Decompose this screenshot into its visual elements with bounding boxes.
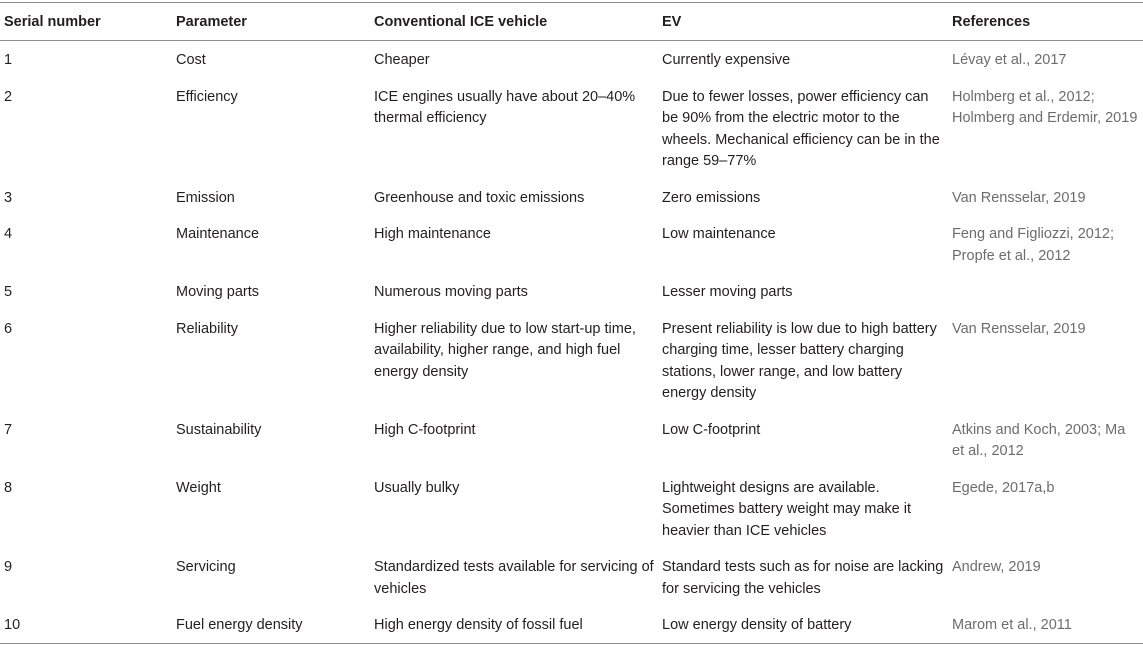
header-serial-number: Serial number <box>4 13 101 30</box>
cell-references: Andrew, 2019 <box>952 559 1041 575</box>
cell-ev: Low C-footprint <box>662 421 761 438</box>
cell-serial-number: 10 <box>4 617 21 633</box>
cell-ev: Due to fewer losses, power efficiency can be 90% from the electric motor to the wheels. Mechanical efficiency can be in the range 59–77% <box>662 88 940 169</box>
cell-references: Feng and Figliozzi, 2012; Propfe et al., 2012 <box>952 226 1115 264</box>
table-header <box>0 3 1143 41</box>
cell-ice-vehicle: Higher reliability due to low start-up time, availability, higher range, and high fuel energy density <box>374 320 636 380</box>
cell-references: Van Rensselar, 2019 <box>952 320 1086 337</box>
cell-parameter: Weight <box>176 479 221 496</box>
cell-serial-number: 5 <box>4 284 13 300</box>
table-row <box>0 215 1143 273</box>
header-references: References <box>952 13 1031 30</box>
cell-serial-number: 7 <box>4 421 13 438</box>
table-row <box>0 41 1143 78</box>
cell-parameter: Emission <box>176 189 235 206</box>
table-row <box>0 179 1143 216</box>
cell-ice-vehicle: High energy density of fossil fuel <box>374 617 583 633</box>
header-row <box>0 3 1143 41</box>
cell-ice-vehicle: Numerous moving parts <box>374 284 528 300</box>
comparison-table <box>0 2 1143 644</box>
table-row <box>0 606 1143 643</box>
table-row <box>0 310 1143 411</box>
table-row <box>0 548 1143 606</box>
table-body <box>0 41 1143 644</box>
cell-references: Van Rensselar, 2019 <box>952 189 1086 206</box>
cell-parameter: Maintenance <box>176 226 260 242</box>
cell-ice-vehicle: Standardized tests available for servicing of vehicles <box>374 559 654 597</box>
header-ev: EV <box>662 13 682 30</box>
cell-serial-number: 6 <box>4 320 13 337</box>
cell-references: Atkins and Koch, 2003; Ma et al., 2012 <box>952 421 1126 459</box>
cell-serial-number: 9 <box>4 559 13 575</box>
cell-ev: Standard tests such as for noise are lacking for servicing the vehicles <box>662 559 944 597</box>
header-parameter: Parameter <box>176 13 247 30</box>
table-row <box>0 273 1143 310</box>
cell-ev: Present reliability is low due to high battery charging time, lesser battery charging stations, lower range, and low battery energy density <box>662 320 937 401</box>
table-row <box>0 78 1143 179</box>
cell-references: Lévay et al., 2017 <box>952 52 1067 68</box>
cell-parameter: Servicing <box>176 559 236 575</box>
cell-ev: Lightweight designs are available. Sometimes battery weight may make it heavier than ICE vehicles <box>662 479 912 539</box>
header-ice-vehicle: Conventional ICE vehicle <box>374 13 548 30</box>
cell-references <box>948 273 1143 310</box>
cell-parameter: Sustainability <box>176 421 262 438</box>
cell-parameter: Reliability <box>176 320 239 337</box>
cell-references: Egede, 2017a,b <box>952 479 1055 496</box>
cell-ev: Low maintenance <box>662 226 776 242</box>
cell-references: Marom et al., 2011 <box>952 617 1072 633</box>
cell-serial-number: 3 <box>4 189 13 206</box>
cell-ev: Zero emissions <box>662 189 761 206</box>
cell-parameter: Efficiency <box>176 88 238 105</box>
cell-parameter: Fuel energy density <box>176 617 303 633</box>
cell-ice-vehicle: Greenhouse and toxic emissions <box>374 189 585 206</box>
cell-serial-number: 8 <box>4 479 13 496</box>
cell-ice-vehicle: High C-footprint <box>374 421 476 438</box>
cell-ev: Low energy density of battery <box>662 617 852 633</box>
cell-parameter: Cost <box>176 52 206 68</box>
table-row <box>0 411 1143 469</box>
cell-ev: Lesser moving parts <box>662 284 793 300</box>
cell-ice-vehicle: Usually bulky <box>374 479 460 496</box>
table-row <box>0 469 1143 549</box>
cell-ice-vehicle: Cheaper <box>374 52 430 68</box>
cell-serial-number: 2 <box>4 88 13 105</box>
cell-ice-vehicle: High maintenance <box>374 226 491 242</box>
cell-serial-number: 1 <box>4 52 13 68</box>
cell-references: Holmberg et al., 2012; Holmberg and Erdemir, 2019 <box>952 88 1138 126</box>
cell-parameter: Moving parts <box>176 284 260 300</box>
cell-ev: Currently expensive <box>662 52 791 68</box>
cell-serial-number: 4 <box>4 226 13 242</box>
cell-ice-vehicle: ICE engines usually have about 20–40% thermal efficiency <box>374 88 636 126</box>
